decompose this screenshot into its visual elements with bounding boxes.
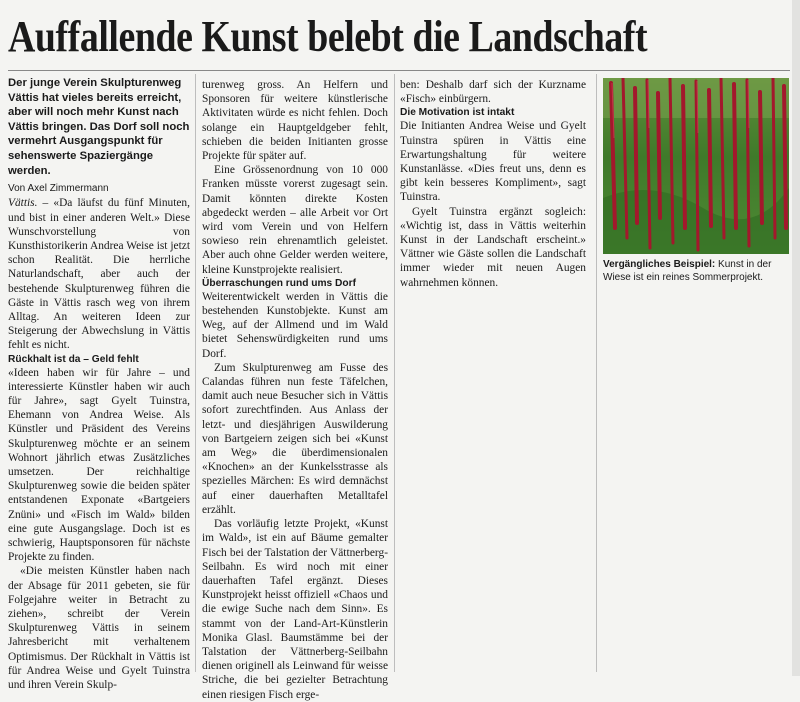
body-paragraph: «Ideen haben wir für Jahre – und interessierte Künstler haben wir auch für Jahre», sagt Gyelt Tuinstra, Ehemann von Andrea Weise. Als Künstler und Präsident des Vereins Skulpturenweg möchte er an seinem Wohnort jährlich etwas Zusätzliches umsetzen. Der reichhaltige Skulpturenweg sowie die beiden später entstandenen Exponate «Bartgeiers Znüni» und «Fisch im Wald» bilden eine gute Ausgangslage. Doch ist es schwierig, Hauptsponsoren für nächste Projekte zu finden. (8, 366, 190, 564)
body-paragraph: «Die meisten Künstler haben nach der Absage für 2011 gebeten, sie für Folgejahre weiter in Betracht zu ziehen», schreibt der Verein Skulpturenweg Vättis in seinem Jahresbericht mit verhaltenem Optimismus. Der Rückhalt in Vättis ist für Andrea Weise und Gyelt Tuinstra und ihren Verein Skulp- (8, 565, 190, 692)
body-paragraph (8, 196, 190, 352)
dateline: Vättis. – (8, 197, 49, 210)
body-paragraph: Das vorläufig letzte Projekt, «Kunst im Wald», ist ein auf Bäume gemalter Fisch bei der Talstation der Vättnerberg-Seilbahn. Es wird noch mit einer dauerhaften Tafel ergänzt. Dieses Kunstprojekt heisst offiziell «Chaos und die ewige Suche nach dem Sinn». Es stammt von der Land-Art-Künstlerin Monika Glasl. Baumstämme bei der Talstation der Vättnerberg-Seilbahn dienen originell als Leinwand für weisse Striche, die bei gezielter Betrachtung einen riesigen Fisch erge- (202, 518, 388, 701)
body-paragraph: Weiterentwickelt werden in Vättis die bestehenden Kunstobjekte. Kunst am Weg, auf der Allmend und im Wald bietet Sehenswürdigkeiten rund ums Dorf. (202, 290, 388, 360)
column-2 (202, 78, 388, 702)
caption-text: Kunst in der Wiese ist ein reines Sommerprojekt. (603, 259, 772, 283)
column-3 (400, 78, 586, 290)
subheading: Rückhalt ist da – Geld fehlt (8, 353, 139, 365)
headline: Auffallende Kunst belebt die Landschaft (8, 12, 648, 61)
body-paragraph: Eine Grössenordnung von 10 000 Franken müsste vorerst zugesagt sein. Damit könnten direkte Kosten abgedeckt werden – alle Arbeit vor Ort wird vom Verein und von Helfern sowieso rein ehrenamtlich geleistet. Aber auch ohne Gelder werden weitere, kleine Kunstprojekte realisiert. (202, 164, 388, 276)
body-paragraph: Zum Skulpturenweg am Fusse des Calandas führen nun feste Täfelchen, damit auch neue Besucher sich in Vättis sofort zurechtfinden. Aus Anlass der letzt- und diesjährigen Auswilderung von Bartgeiern zeigen sich bei «Kunst am Weg» die überdimensionalen «Knochen» an der Kunkelsstrasse als spezielles Märchen: Es wird demnächst auf einer dauerhaften Metalltafel erzählt. (202, 361, 388, 516)
body-text: «Da läufst du fünf Minuten, und bist in einer anderen Welt.» Diese Wunschvorstellung von Kunsthistorikerin Andrea Weise ist jetzt schon Realität. Die herrliche Naturlandschaft, aber auch der bestehende Skulpturenweg führen die Gäste in Vättis rasch weg von ihrem Alltag. An weiteren Ideen zur Steigerung der Abwechslung in Vättis fehlt es nicht. (8, 197, 190, 352)
column-divider (394, 74, 395, 672)
photo-caption (603, 258, 789, 284)
column-1 (8, 76, 190, 692)
body-paragraph: Gyelt Tuinstra ergänzt sogleich: «Wichtig ist, dass in Vättis weiterhin Kunst in der Landschaft erscheint.» Vättner wie Gäste sollen die Landschaft immer wieder mit neuen Augen wahrnehmen können. (400, 205, 586, 289)
body-paragraph: turenweg gross. An Helfern und Sponsoren für weitere künstlerische Aktivitaten würde es nicht fehlen. Doch solange ein Hauptgeldgeber fehlt, schieben die beiden Initianten grosse Projekte für später auf. (202, 79, 388, 163)
column-divider (195, 74, 196, 672)
photo-illustration (603, 78, 789, 254)
column-divider (596, 74, 597, 672)
body-paragraph: ben: Deshalb darf sich der Kurzname «Fisch» einbürgern. (400, 79, 586, 106)
subheading: Die Motivation ist intakt (400, 107, 515, 119)
headline-rule (8, 70, 790, 71)
scan-border (792, 0, 800, 676)
subheading: Überraschungen rund ums Dorf (202, 277, 356, 289)
byline: Von Axel Zimmermann (8, 183, 109, 195)
caption-label: Vergängliches Beispiel: (603, 259, 716, 270)
lead-paragraph: Der junge Verein Skulpturenweg Vättis hat vieles bereits erreicht, aber will noch mehr Kunst nach Vättis bringen. Das Dorf soll noch vermehrt Ausgangspunkt für sehenswerte Spaziergänge werden. (8, 77, 190, 177)
body-paragraph: Die Initianten Andrea Weise und Gyelt Tuinstra spüren in Vättis eine Erwartungshaltung für weitere Kunstanlässe. «Dies freut uns, denn es gibt kein besseres Kompliment», sagt Tuinstra. (400, 120, 586, 204)
photo-red-poles-in-meadow (603, 78, 789, 254)
